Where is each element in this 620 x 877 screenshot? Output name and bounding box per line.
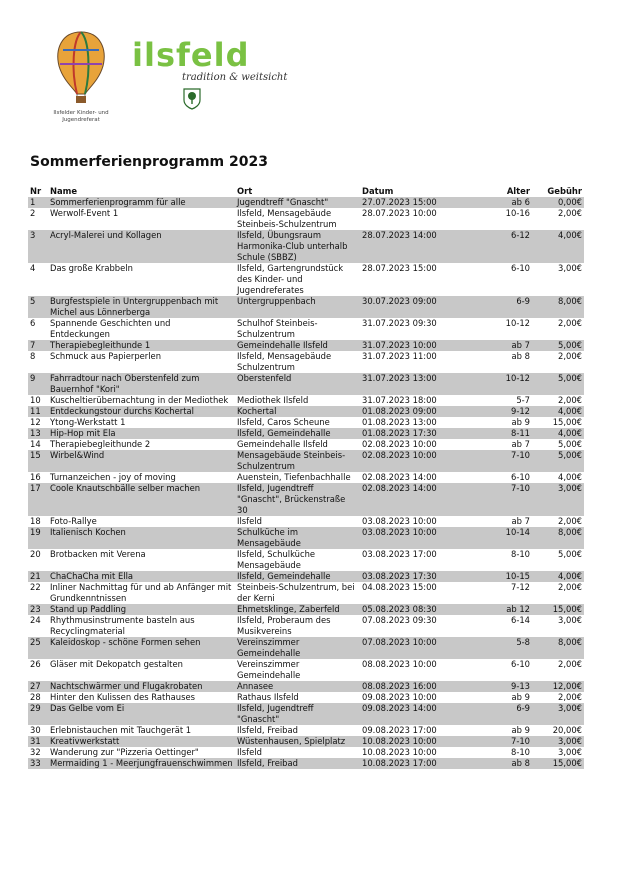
cell-name: Wanderung zur "Pizzeria Oettinger" <box>50 747 199 757</box>
cell-alter: 6-9 <box>475 296 532 318</box>
cell-gebuehr: 4,00€ <box>532 571 584 582</box>
cell-ort: Vereinszimmer Gemeindehalle <box>237 659 301 680</box>
table-row <box>28 527 584 549</box>
cell-datum: 01.08.2023 17:30 <box>360 428 475 439</box>
col-header-gebuehr: Gebühr <box>547 186 582 196</box>
cell-ort: Ilsfeld, Mensagebäude Schulzentrum <box>237 351 332 372</box>
cell-alter: 6-10 <box>510 659 530 669</box>
table-row <box>28 263 584 296</box>
cell-gebuehr: 20,00€ <box>552 725 582 735</box>
cell-gebuehr: 5,00€ <box>558 549 582 559</box>
cell-alter: 6-10 <box>510 263 530 273</box>
cell-name: Nachtschwärmer und Flugakrobaten <box>48 681 235 692</box>
table-row <box>28 659 584 681</box>
municipal-crest-icon <box>183 88 201 110</box>
cell-gebuehr: 3,00€ <box>558 615 582 625</box>
table-row <box>28 439 584 450</box>
cell-name: Wirbel&Wind <box>48 450 235 472</box>
cell-ort: Mediothek Ilsfeld <box>237 395 309 405</box>
cell-gebuehr: 2,00€ <box>558 582 582 592</box>
cell-nr: 29 <box>28 703 48 725</box>
table-row <box>28 549 584 571</box>
hot-air-balloon-logo-icon <box>53 30 109 128</box>
cell-datum: 05.08.2023 08:30 <box>360 604 475 615</box>
cell-datum: 31.07.2023 10:00 <box>360 340 475 351</box>
cell-gebuehr: 2,00€ <box>558 318 582 328</box>
table-row <box>28 637 584 659</box>
cell-ort: Ilsfeld, Gemeindehalle <box>235 571 360 582</box>
cell-alter: ab 8 <box>475 758 532 769</box>
table-row <box>28 725 584 736</box>
cell-ort: Wüstenhausen, Spielplatz <box>235 736 360 747</box>
cell-ort: Schulküche im Mensagebäude <box>235 527 360 549</box>
cell-gebuehr: 2,00€ <box>558 351 582 361</box>
cell-gebuehr: 3,00€ <box>532 736 584 747</box>
cell-name: Rhythmusinstrumente basteln aus Recyclingmaterial <box>50 615 195 636</box>
cell-ort: Kochertal <box>235 406 360 417</box>
cell-gebuehr: 2,00€ <box>558 395 582 405</box>
cell-alter: ab 12 <box>475 604 532 615</box>
cell-name: Schmuck aus Papierperlen <box>50 351 162 361</box>
cell-gebuehr: 4,00€ <box>532 406 584 417</box>
cell-gebuehr: 2,00€ <box>558 208 582 218</box>
cell-alter: ab 6 <box>475 197 532 208</box>
cell-nr: 6 <box>30 318 36 328</box>
cell-name: Ytong-Werkstatt 1 <box>50 417 126 427</box>
cell-datum: 04.08.2023 15:00 <box>362 582 437 592</box>
cell-nr: 19 <box>28 527 48 549</box>
table-row <box>28 318 584 340</box>
cell-datum: 01.08.2023 09:00 <box>360 406 475 417</box>
table-row <box>28 703 584 725</box>
cell-name: Stand up Paddling <box>48 604 235 615</box>
cell-alter: 6-10 <box>510 472 530 482</box>
cell-datum: 31.07.2023 11:00 <box>362 351 437 361</box>
cell-ort: Ilsfeld, Jugendtreff "Gnascht" <box>235 703 360 725</box>
table-row <box>28 395 584 406</box>
cell-ort: Schulhof Steinbeis-Schulzentrum <box>237 318 318 339</box>
brand-wordmark: ilsfeld <box>132 36 250 74</box>
cell-nr: 21 <box>28 571 48 582</box>
cell-ort: Ilsfeld, Gemeindehalle <box>235 428 360 439</box>
cell-alter: 10-15 <box>475 571 532 582</box>
cell-name: Coole Knautschbälle selber machen <box>48 483 235 516</box>
cell-nr: 14 <box>30 439 41 449</box>
cell-ort: Ilsfeld, Proberaum des Musikvereins <box>237 615 331 636</box>
cell-alter: 5-8 <box>475 637 532 659</box>
cell-alter: ab 9 <box>511 725 530 735</box>
cell-name: Spannende Geschichten und Entdeckungen <box>50 318 171 339</box>
cell-nr: 9 <box>28 373 48 395</box>
cell-gebuehr: 3,00€ <box>532 703 584 725</box>
cell-ort: Ilsfeld, Gartengrundstück des Kinder- und Jugendreferates <box>237 263 344 295</box>
cell-ort: Ilsfeld <box>237 516 262 526</box>
cell-gebuehr: 3,00€ <box>558 747 582 757</box>
cell-nr: 3 <box>28 230 48 263</box>
cell-gebuehr: 15,00€ <box>552 417 582 427</box>
cell-name: Therapiebegleithunde 2 <box>50 439 151 449</box>
table-header-row <box>28 184 584 197</box>
cell-datum: 28.07.2023 15:00 <box>362 263 437 273</box>
col-header-name: Name <box>50 186 78 196</box>
cell-gebuehr: 8,00€ <box>532 637 584 659</box>
cell-gebuehr: 8,00€ <box>532 296 584 318</box>
table-row <box>28 571 584 582</box>
cell-alter: 6-14 <box>510 615 530 625</box>
table-row <box>28 472 584 483</box>
cell-alter: 10-14 <box>475 527 532 549</box>
cell-ort: Rathaus Ilsfeld <box>237 692 299 702</box>
cell-datum: 09.08.2023 10:00 <box>362 692 437 702</box>
table-row <box>28 615 584 637</box>
cell-datum: 10.08.2023 17:00 <box>360 758 475 769</box>
cell-alter: 10-12 <box>505 318 530 328</box>
cell-name: Sommerferienprogramm für alle <box>48 197 235 208</box>
cell-ort: Mensagebäude Steinbeis-Schulzentrum <box>235 450 360 472</box>
cell-name: Entdeckungstour durchs Kochertal <box>48 406 235 417</box>
cell-name: Acryl-Malerei und Kollagen <box>48 230 235 263</box>
cell-nr: 25 <box>28 637 48 659</box>
cell-nr: 27 <box>28 681 48 692</box>
table-row <box>28 373 584 395</box>
cell-alter: 6-12 <box>475 230 532 263</box>
cell-nr: 32 <box>30 747 41 757</box>
col-header-datum: Datum <box>362 186 394 196</box>
svg-text:Ilsfelder Kinder- und: Ilsfelder Kinder- und <box>53 110 109 116</box>
cell-ort: Ilsfeld, Freibad <box>235 758 360 769</box>
cell-ort: Ilsfeld, Mensagebäude Steinbeis-Schulzentrum <box>237 208 337 229</box>
cell-name: Mermaiding 1 - Meerjungfrauenschwimmen <box>48 758 235 769</box>
cell-nr: 13 <box>28 428 48 439</box>
cell-name: Hip-Hop mit Ela <box>48 428 235 439</box>
cell-alter: ab 7 <box>511 516 530 526</box>
cell-alter: 7-10 <box>475 736 532 747</box>
cell-nr: 18 <box>30 516 41 526</box>
cell-alter: ab 9 <box>511 692 530 702</box>
cell-name: ChaChaCha mit Ella <box>48 571 235 582</box>
cell-nr: 22 <box>30 582 41 592</box>
table-row <box>28 406 584 417</box>
cell-alter: 7-12 <box>510 582 530 592</box>
cell-alter: 10-16 <box>505 208 530 218</box>
cell-nr: 23 <box>28 604 48 615</box>
cell-name: Gläser mit Dekopatch gestalten <box>50 659 183 669</box>
cell-name: Turnanzeichen - joy of moving <box>50 472 176 482</box>
cell-nr: 1 <box>28 197 48 208</box>
cell-nr: 4 <box>30 263 36 273</box>
cell-ort: Ilsfeld <box>237 747 262 757</box>
cell-datum: 03.08.2023 17:00 <box>362 549 437 559</box>
table-row <box>28 681 584 692</box>
cell-nr: 10 <box>30 395 41 405</box>
cell-ort: Auenstein, Tiefenbachhalle <box>237 472 351 482</box>
cell-ort: Jugendtreff "Gnascht" <box>235 197 360 208</box>
cell-name: Werwolf-Event 1 <box>50 208 119 218</box>
table-row <box>28 516 584 527</box>
cell-datum: 10.08.2023 10:00 <box>362 747 437 757</box>
cell-gebuehr: 4,00€ <box>532 428 584 439</box>
table-row <box>28 296 584 318</box>
page-title: Sommerferienprogramm 2023 <box>30 154 268 170</box>
cell-alter: 9-13 <box>475 681 532 692</box>
cell-datum: 08.08.2023 10:00 <box>362 659 437 669</box>
cell-gebuehr: 15,00€ <box>532 604 584 615</box>
cell-ort: Ilsfeld, Schulküche Mensagebäude <box>237 549 316 570</box>
table-row <box>28 758 584 769</box>
cell-datum: 02.08.2023 10:00 <box>362 439 437 449</box>
cell-name: Kuscheltierübernachtung in der Mediothek <box>50 395 229 405</box>
table-row <box>28 351 584 373</box>
cell-datum: 30.07.2023 09:00 <box>360 296 475 318</box>
cell-nr: 17 <box>28 483 48 516</box>
cell-alter: 8-10 <box>510 747 530 757</box>
cell-alter: 8-11 <box>475 428 532 439</box>
cell-nr: 26 <box>30 659 41 669</box>
cell-datum: 31.07.2023 18:00 <box>362 395 437 405</box>
col-header-alter: Alter <box>506 186 530 196</box>
cell-datum: 31.07.2023 13:00 <box>360 373 475 395</box>
cell-datum: 02.08.2023 14:00 <box>362 472 437 482</box>
cell-ort: Ilsfeld, Jugendtreff "Gnascht", Brückenstraße 30 <box>235 483 360 516</box>
cell-datum: 09.08.2023 17:00 <box>362 725 437 735</box>
table-row <box>28 197 584 208</box>
brand-tagline: tradition & weitsicht <box>182 72 288 83</box>
cell-datum: 27.07.2023 15:00 <box>360 197 475 208</box>
cell-name: Kreativwerkstatt <box>48 736 235 747</box>
cell-ort: Gemeindehalle Ilsfeld <box>237 439 328 449</box>
cell-datum: 07.08.2023 09:30 <box>362 615 437 625</box>
cell-datum: 03.08.2023 10:00 <box>362 516 437 526</box>
cell-ort: Gemeindehalle Ilsfeld <box>235 340 360 351</box>
cell-nr: 33 <box>28 758 48 769</box>
cell-datum: 03.08.2023 10:00 <box>360 527 475 549</box>
cell-gebuehr: 3,00€ <box>558 263 582 273</box>
cell-nr: 16 <box>30 472 41 482</box>
cell-name: Inliner Nachmittag für und ab Anfänger mit Grundkenntnissen <box>50 582 232 603</box>
cell-datum: 08.08.2023 16:00 <box>360 681 475 692</box>
cell-gebuehr: 2,00€ <box>558 692 582 702</box>
cell-name: Das Gelbe vom Ei <box>48 703 235 725</box>
cell-alter: 6-9 <box>475 703 532 725</box>
cell-name: Therapiebegleithunde 1 <box>48 340 235 351</box>
cell-datum: 10.08.2023 10:00 <box>360 736 475 747</box>
cell-alter: 9-12 <box>475 406 532 417</box>
cell-nr: 8 <box>30 351 36 361</box>
cell-name: Italienisch Kochen <box>48 527 235 549</box>
table-row <box>28 692 584 703</box>
table-row <box>28 230 584 263</box>
cell-gebuehr: 8,00€ <box>532 527 584 549</box>
cell-datum: 09.08.2023 14:00 <box>360 703 475 725</box>
cell-nr: 15 <box>28 450 48 472</box>
cell-nr: 28 <box>30 692 41 702</box>
cell-gebuehr: 2,00€ <box>558 516 582 526</box>
cell-datum: 02.08.2023 14:00 <box>360 483 475 516</box>
cell-ort: Ilsfeld, Caros Scheune <box>237 417 330 427</box>
cell-name: Kaleidoskop - schöne Formen sehen <box>48 637 235 659</box>
col-header-nr: Nr <box>30 186 42 196</box>
cell-datum: 07.08.2023 10:00 <box>360 637 475 659</box>
cell-gebuehr: 5,00€ <box>532 450 584 472</box>
table-row <box>28 483 584 516</box>
program-table <box>28 184 584 769</box>
cell-alter: 10-12 <box>475 373 532 395</box>
cell-ort: Untergruppenbach <box>235 296 360 318</box>
cell-alter: 7-10 <box>475 483 532 516</box>
table-row <box>28 736 584 747</box>
cell-datum: 01.08.2023 13:00 <box>362 417 437 427</box>
cell-nr: 11 <box>28 406 48 417</box>
cell-gebuehr: 5,00€ <box>532 373 584 395</box>
cell-gebuehr: 5,00€ <box>558 439 582 449</box>
cell-gebuehr: 0,00€ <box>532 197 584 208</box>
table-row <box>28 208 584 230</box>
cell-gebuehr: 12,00€ <box>532 681 584 692</box>
cell-ort: Steinbeis-Schulzentrum, bei der Kerni <box>237 582 355 603</box>
cell-gebuehr: 2,00€ <box>558 659 582 669</box>
table-row <box>28 340 584 351</box>
cell-nr: 30 <box>30 725 41 735</box>
cell-name: Burgfestspiele in Untergruppenbach mit Michel aus Lönnerberga <box>48 296 235 318</box>
cell-name: Brotbacken mit Verena <box>50 549 146 559</box>
table-row <box>28 428 584 439</box>
cell-datum: 03.08.2023 17:30 <box>360 571 475 582</box>
cell-name: Fahrradtour nach Oberstenfeld zum Bauernhof "Kori" <box>48 373 235 395</box>
cell-nr: 12 <box>30 417 41 427</box>
cell-gebuehr: 5,00€ <box>532 340 584 351</box>
cell-nr: 7 <box>28 340 48 351</box>
cell-name: Hinter den Kulissen des Rathauses <box>50 692 195 702</box>
cell-nr: 2 <box>30 208 36 218</box>
table-row <box>28 450 584 472</box>
cell-alter: 5-7 <box>516 395 530 405</box>
cell-alter: ab 7 <box>475 340 532 351</box>
cell-datum: 28.07.2023 10:00 <box>362 208 437 218</box>
table-row <box>28 417 584 428</box>
table-row <box>28 582 584 604</box>
cell-nr: 20 <box>30 549 41 559</box>
cell-gebuehr: 3,00€ <box>532 483 584 516</box>
cell-ort: Ehmetsklinge, Zaberfeld <box>235 604 360 615</box>
col-header-ort: Ort <box>237 186 253 196</box>
cell-ort: Annasee <box>235 681 360 692</box>
cell-ort: Ilsfeld, Freibad <box>237 725 298 735</box>
cell-name: Erlebnistauchen mit Tauchgerät 1 <box>50 725 192 735</box>
cell-alter: ab 7 <box>511 439 530 449</box>
cell-gebuehr: 4,00€ <box>532 230 584 263</box>
cell-name: Foto-Rallye <box>50 516 97 526</box>
cell-nr: 24 <box>30 615 41 625</box>
cell-ort: Vereinszimmer Gemeindehalle <box>235 637 360 659</box>
cell-ort: Ilsfeld, Übungsraum Harmonika-Club unterhalb Schule (SBBZ) <box>235 230 360 263</box>
cell-ort: Oberstenfeld <box>235 373 360 395</box>
cell-name: Das große Krabbeln <box>50 263 133 273</box>
cell-alter: 8-10 <box>510 549 530 559</box>
cell-nr: 5 <box>28 296 48 318</box>
cell-alter: 7-10 <box>475 450 532 472</box>
cell-nr: 31 <box>28 736 48 747</box>
table-row <box>28 604 584 615</box>
cell-datum: 31.07.2023 09:30 <box>362 318 437 328</box>
cell-datum: 02.08.2023 10:00 <box>360 450 475 472</box>
cell-alter: ab 8 <box>511 351 530 361</box>
cell-gebuehr: 4,00€ <box>558 472 582 482</box>
cell-gebuehr: 15,00€ <box>532 758 584 769</box>
cell-datum: 28.07.2023 14:00 <box>360 230 475 263</box>
svg-text:Jugendreferat: Jugendreferat <box>62 117 100 123</box>
table-row <box>28 747 584 758</box>
cell-alter: ab 9 <box>511 417 530 427</box>
